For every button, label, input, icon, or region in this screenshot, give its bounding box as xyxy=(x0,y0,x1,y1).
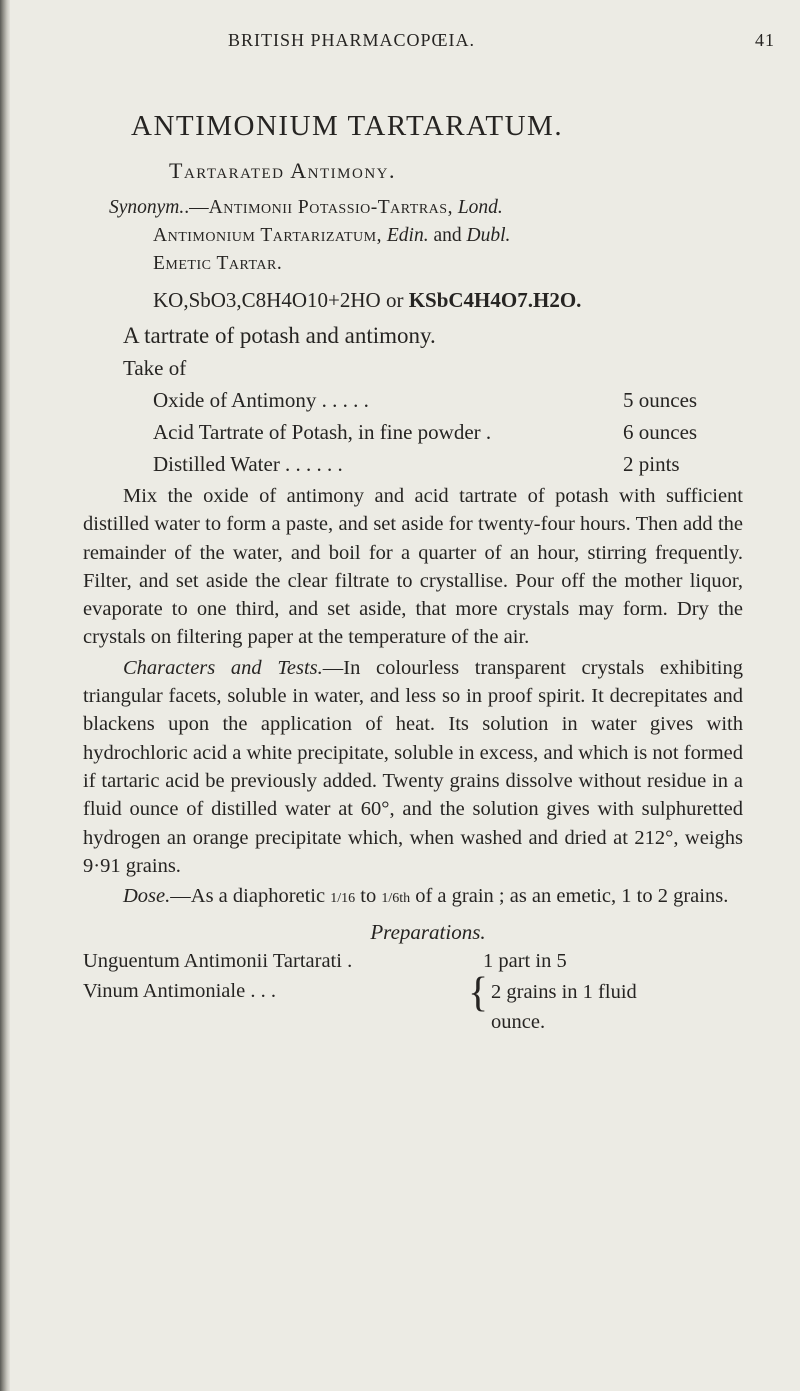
formula-right: KSbC4H4O7.H2O. xyxy=(408,288,582,312)
running-header xyxy=(0,26,800,56)
synonym-1-source: Lond. xyxy=(457,197,503,218)
formula-or: or xyxy=(385,288,404,312)
ingredient-row xyxy=(153,448,743,480)
preparation-name: Unguentum Antimonii Tartarati . xyxy=(83,950,353,973)
chemical-formula xyxy=(153,284,743,316)
synonym-1: Antimonii Potassio-Tartras, xyxy=(208,197,453,218)
synonym-2-source-b: Dubl. xyxy=(466,225,511,246)
ingredient-row xyxy=(153,416,743,448)
synonym-3: Emetic Tartar. xyxy=(153,253,283,274)
monograph-subtitle: Tartarated Antimony. xyxy=(169,158,397,183)
synonyms-line-2 xyxy=(153,222,743,250)
characters-text: —In colourless transparent crystals exhibiting triangular facets, soluble in water, and less so in proof spirit. It decrepitates and blackens upon the application of heat. Its solution in water gives with hydrochloric acid a white precipitate, soluble in excess, and which is not formed if tartaric acid be previously added. Twenty grains dissolve without residue in a fluid ounce of distilled water at 60°, and the solution gives with sulphuretted hydrogen an orange precipitate which, when washed and dried at 212°, weighs 9·91 grains. xyxy=(83,656,743,877)
synonym-2-and: and xyxy=(433,225,462,246)
preparation-quantity: 1 part in 5 xyxy=(483,950,567,973)
synonyms-line-3 xyxy=(153,250,743,278)
formula-left: KO,SbO3,C8H4O10+2HO xyxy=(153,288,381,312)
monograph xyxy=(83,108,743,1037)
book-binding-edge xyxy=(0,0,10,1391)
dose-paragraph xyxy=(83,882,743,913)
synonym-dash: .— xyxy=(184,197,209,218)
synonym-label: Synonym. xyxy=(109,197,185,218)
header-title: BRITISH PHARMACOPŒIA. xyxy=(228,30,476,50)
synonyms-line-1 xyxy=(109,194,743,222)
ingredients-list xyxy=(153,384,743,480)
description: A tartrate of potash and antimony. xyxy=(123,323,436,348)
dose-fraction-a: 1/16 xyxy=(330,891,356,907)
process-paragraph: Mix the oxide of antimony and acid tartrate of potash with sufficient distilled water to form a paste, and set aside for twenty-four hours. Then add the remainder of the water, and boil for a quarter of an hour, stirring frequently. Filter, and set aside the clear filtrate to crystallise. Pour off the mother liquor, evaporate to one third, and set aside, that more crystals may form. Dry the crystals on filtering paper at the temperature of the air. xyxy=(83,485,743,649)
preparation-row xyxy=(83,970,743,1037)
preparations-heading: Preparations. xyxy=(370,920,486,945)
ingredient-name: Oxide of Antimony . . . . . xyxy=(153,388,369,412)
synonym-2: Antimonium Tartarizatum, xyxy=(153,225,382,246)
brace-mark: { xyxy=(468,970,489,1017)
dose-text-b: to xyxy=(360,885,377,908)
dose-fraction-b: 1/6th xyxy=(381,891,411,907)
page-number: 41 xyxy=(755,30,775,50)
preparation-quantity-line-1: 2 grains in 1 fluid xyxy=(491,981,637,1004)
dose-text-c: of a grain ; as an emetic, 1 to 2 grains. xyxy=(415,885,729,908)
preparation-quantity xyxy=(491,977,637,1037)
preparation-name: Vinum Antimoniale . . . xyxy=(83,980,276,1003)
preparation-row xyxy=(83,947,743,977)
ingredient-quantity: 2 pints xyxy=(623,452,680,476)
dose-label: Dose. xyxy=(123,885,171,908)
dose-text-a: —As a diaphoretic xyxy=(170,885,326,908)
ingredient-name: Acid Tartrate of Potash, in fine powder . xyxy=(153,420,492,444)
characters-paragraph xyxy=(83,654,743,880)
preparation-quantity-line-2: ounce. xyxy=(491,1011,546,1034)
take-of: Take of xyxy=(123,356,187,380)
synonym-2-source-a: Edin. xyxy=(386,225,429,246)
ingredient-quantity: 6 ounces xyxy=(623,420,698,444)
ingredient-quantity: 5 ounces xyxy=(623,388,698,412)
monograph-title: ANTIMONIUM TARTARATUM. xyxy=(131,110,564,142)
characters-label: Characters and Tests. xyxy=(123,656,323,679)
ingredient-row xyxy=(153,384,743,416)
ingredient-name: Distilled Water . . . . . . xyxy=(153,452,343,476)
